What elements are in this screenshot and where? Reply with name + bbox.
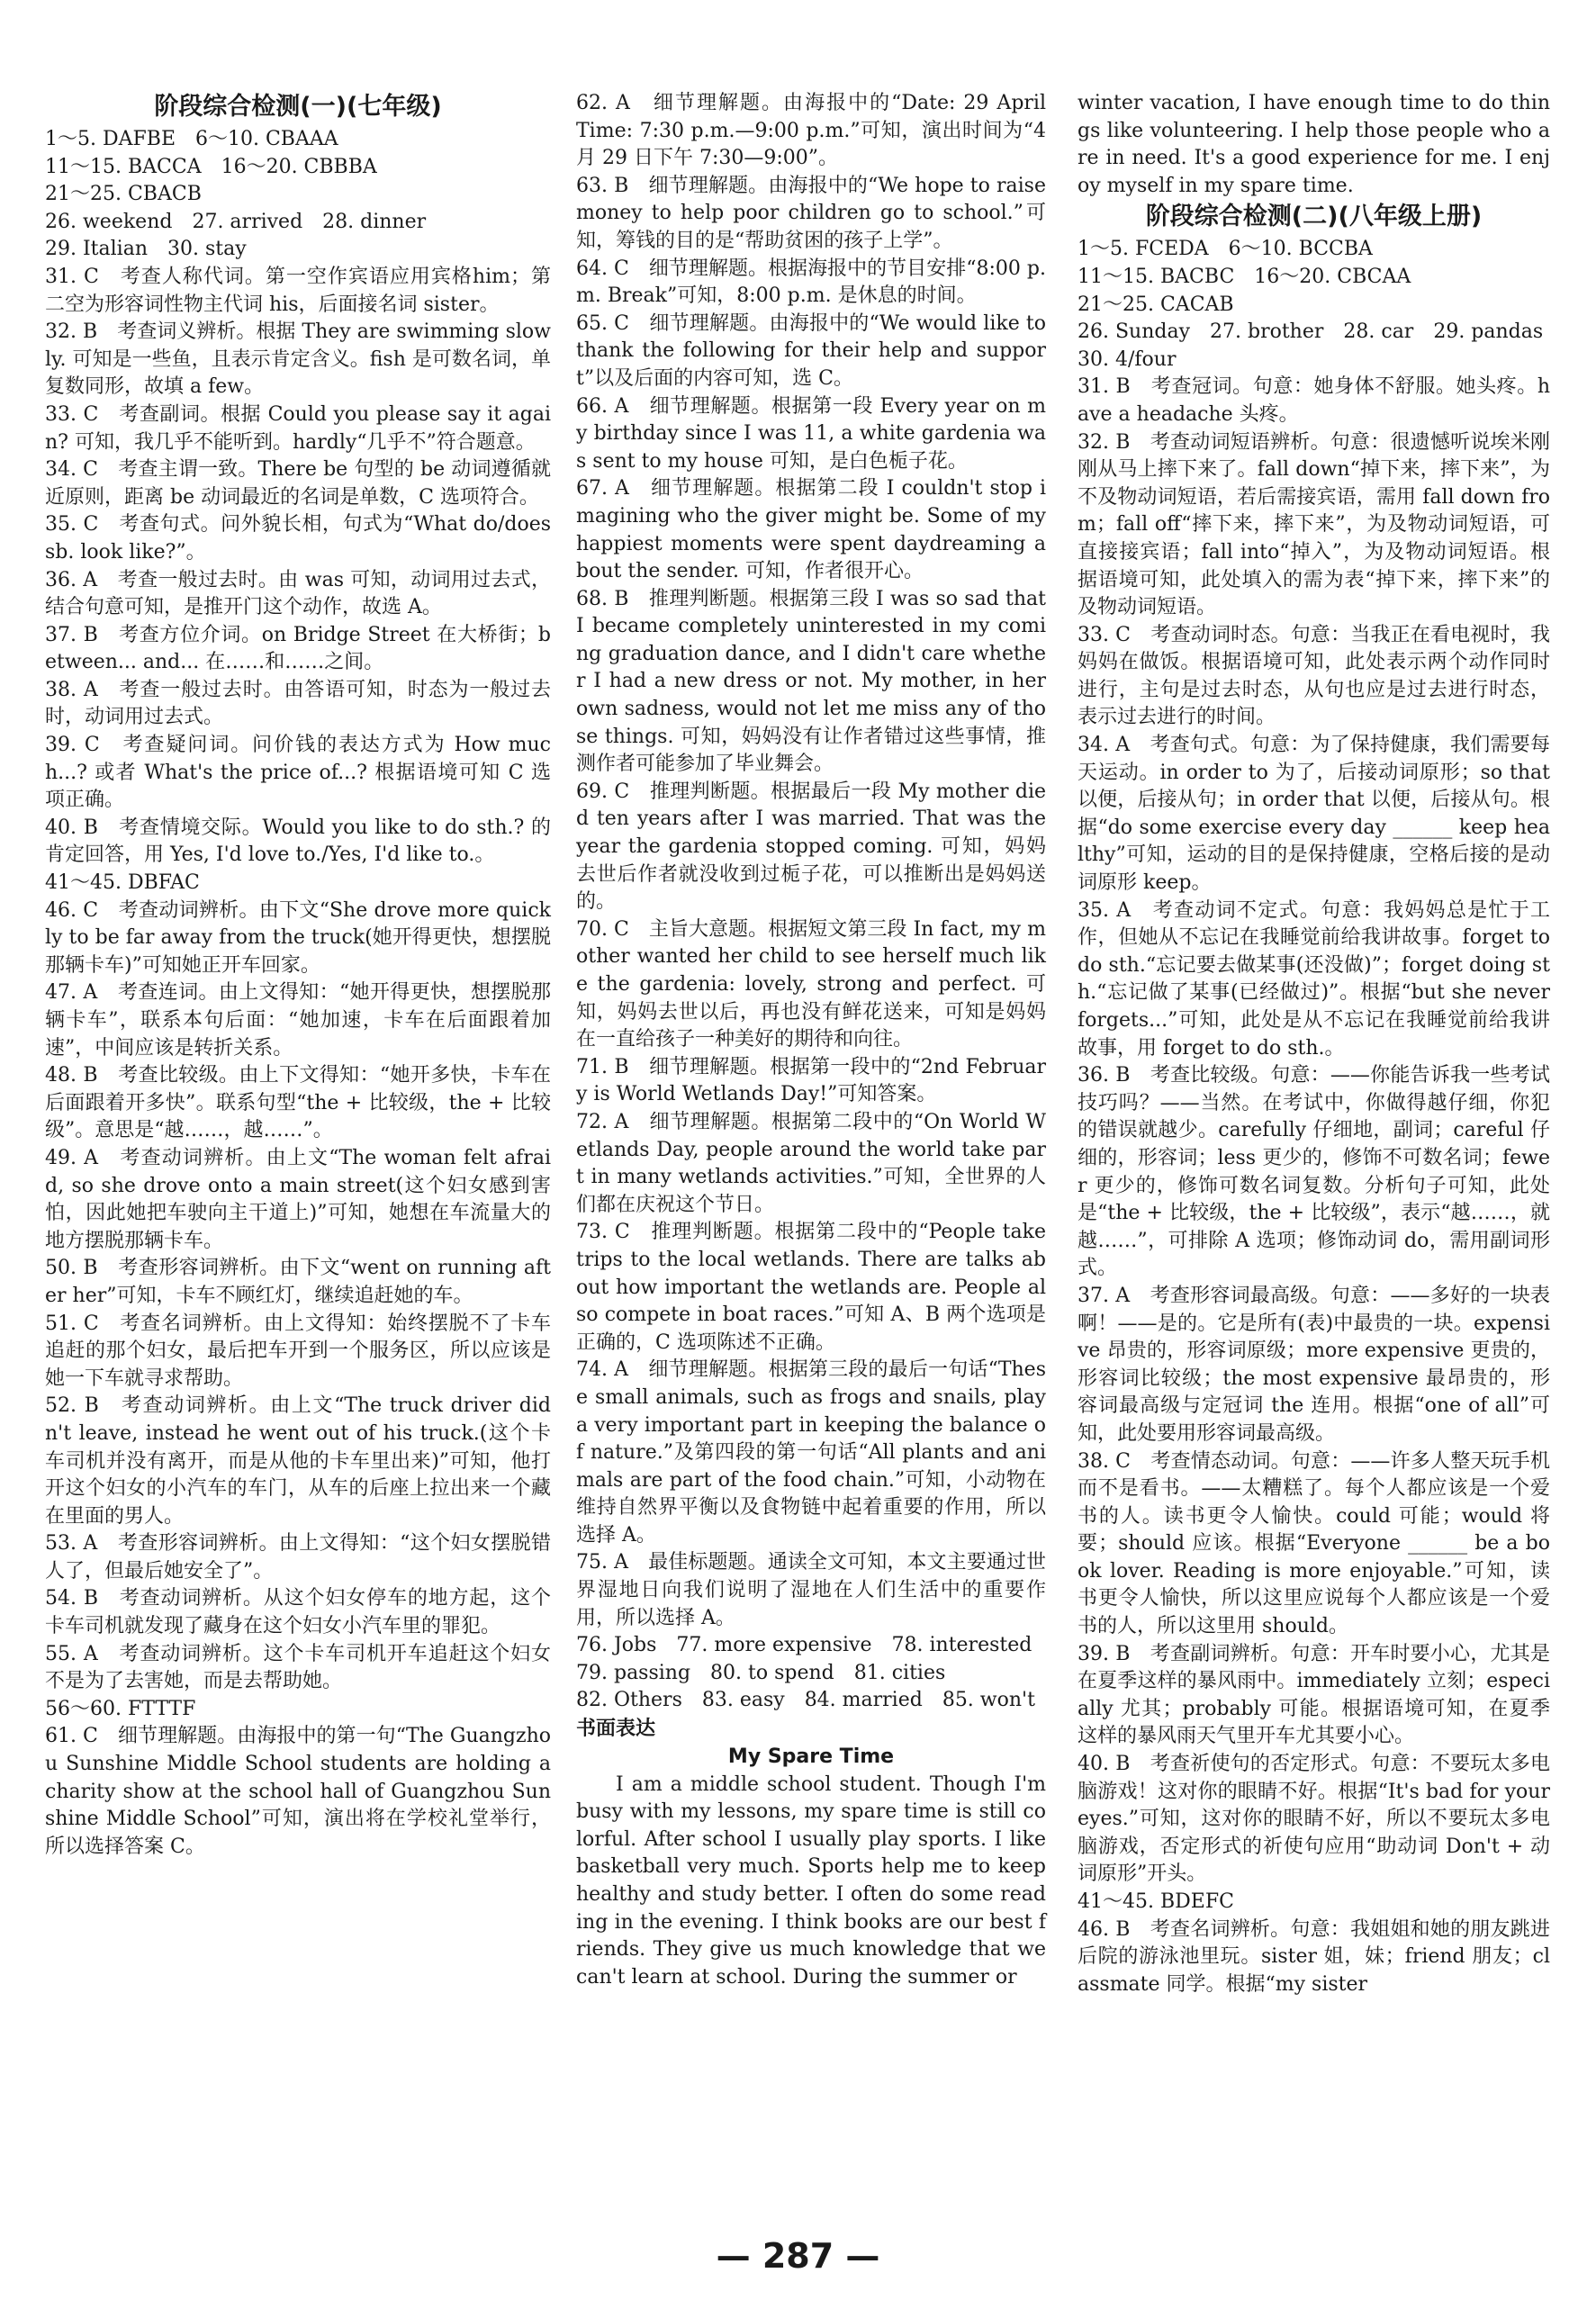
answer-line: 21～25. CBACB: [45, 183, 202, 206]
answer-item: 47. A 考查连词。由上文得知：“她开得更快，想摆脱那辆卡车”，联系本句后面：“她加速，卡车在后面跟着加速”，中间应该是转折关系。: [45, 981, 551, 1060]
answer-line: 76. Jobs 77. more expensive 78. interested: [576, 1634, 1032, 1657]
answer-line: 41～45. BDEFC: [1078, 1890, 1234, 1913]
answer-line: 29. Italian 30. stay: [45, 238, 247, 261]
essay-text: I am a middle school student. Though I'm busy with my lessons, my spare time is still colorful. After school I usually play sports. I like basketball very much. Sports help me to keep healthy and study better. I often do some reading in the evening. I think books are our best friends. They give us much knowledge that we can't learn at school. During the summer or: [576, 1772, 1046, 1989]
answer-lines: [576, 1632, 1046, 1715]
answer-item: 66. A 细节理解题。根据第一段 Every year on my birthday since I was 11, a white gardenia was sent to my house 可知，是白色栀子花。: [576, 394, 1046, 473]
answer-item: 55. A 考查动词辨析。这个卡车司机开车追赶这个妇女不是为了去害她，而是去帮助她。: [45, 1642, 551, 1693]
answer-item: 61. C 细节理解题。由海报中的第一句“The Guangzhou Sunshine Middle School students are holding a charity show at the school hall of Guangzhou Sunshine Middle School”可知，演出将在学校礼堂举行，所以选择答案 C。: [45, 1725, 551, 1858]
answer-item: 37. A 考查形容词最高级。句意：——多好的一块表啊！——是的。它是所有(表)中最贵的一块。expensive 昂贵的，形容词原级；more expensive 更贵的，形容词比较级；the most expensive 最昂贵的，形容词最高级与定冠词 the 连用。根据“one of all”可知，此处要用形容词最高级。: [1078, 1284, 1550, 1445]
answer-items: [1078, 1917, 1550, 1999]
answer-item: 38. C 考查情态动词。句意：——许多人整天玩手机而不是看书。——太糟糕了。每个人都应该是一个爱书的人。读书更令人愉快。could 可能；would 将要；should 应该。根据“Everyone ______ be a book lover. Reading is more enjoyable.”可知，读书更令人愉快，所以这里应说每个人都应该是一个爱书的人，所以这里用 should。: [1078, 1449, 1550, 1638]
answer-item: 46. C 考查动词辨析。由下文“She drove more quickly to be far away from the truck(她开得更快，想摆脱那辆卡车)”可知她正开车回家。: [45, 898, 551, 977]
answer-item: 63. B 细节理解题。由海报中的“We hope to raise money to help poor children go to school.”可知，筹钱的目的是“帮助贫困的孩子上学”。: [576, 174, 1046, 252]
answer-item: 71. B 细节理解题。根据第一段中的“2nd February is World Wetlands Day!”可知答案。: [576, 1055, 1046, 1106]
answer-line: 1～5. FCEDA 6～10. BCCBA: [1078, 238, 1373, 261]
answer-item: 39. C 考查疑问词。问价钱的表达方式为 How much...? 或者 What's the price of...? 根据语境可知 C 选项正确。: [45, 734, 551, 812]
answer-items: [45, 897, 551, 1696]
answer-item: 48. B 考查比较级。由上下文得知：“她开多快，卡车在后面跟着开多快”。联系句型“the + 比较级，the + 比较级”。意思是“越……，越……”。: [45, 1064, 551, 1142]
answer-item: 68. B 推理判断题。根据第三段 I was so sad that I became completely uninterested in my coming graduation dance, and I didn't care whether I had a new dress or not. My mother, in her own sadness, would not let me miss any of those things. 可知，妈妈没有让作者错过这些事情，推测作者可能参加了毕业舞会。: [576, 587, 1046, 776]
answer-item: 62. A 细节理解题。由海报中的“Date: 29 April Time: 7:30 p.m.—9:00 p.m.”可知，演出时间为“4 月 29 日下午 7:30—9:00”。: [576, 92, 1067, 170]
column-right: [1078, 90, 1550, 2205]
answer-line: 30. 4/four: [1078, 347, 1177, 371]
answer-item: 72. A 细节理解题。根据第二段中的“On World Wetlands Day, people around the world take part in many wetlands activities.”可知，全世界的人们都在庆祝这个节日。: [576, 1110, 1046, 1216]
column-middle: [576, 90, 1067, 2205]
answer-line: 79. passing 80. to spend 81. cities: [576, 1661, 946, 1684]
answer-lines: [45, 126, 551, 264]
answer-lines: [1078, 236, 1550, 374]
answer-item: 35. A 考查动词不定式。句意：我妈妈总是忙于工作，但她从不忘记在我睡觉前给我讲故事。forget to do sth.“忘记要去做某事(还没做)”；forget doing sth.“忘记做了某事(已经做过)”。根据“but she never forgets...”可知，此处是从不忘记在我睡觉前给我讲故事，用 forget to do sth.。: [1078, 898, 1550, 1060]
answer-item: 34. A 考查句式。句意：为了保持健康，我们需要每天运动。in order to 为了，后接动词原形；so that 以便，后接从句；in order that 以便，后接从句。根据“do some exercise every day ______ keep healthy”可知，运动的目的是保持健康，空格后接的是动词原形 keep。: [1078, 734, 1550, 895]
answer-items: [1078, 374, 1550, 1889]
answer-item: 40. B 考查祈使句的否定形式。句意：不要玩太多电脑游戏！这对你的眼睛不好。根据“It's bad for your eyes.”可知，这对你的眼睛不好，所以不要玩太多电脑游戏，否定形式的祈使句应用“助动词 Don't + 动词原形”开头。: [1078, 1753, 1550, 1886]
answer-item: 67. A 细节理解题。根据第二段 I couldn't stop imagining who the giver might be. Some of my happiest moments were spent daydreaming about the sender. 可知，作者很开心。: [576, 477, 1046, 583]
answer-item: 54. B 考查动词辨析。从这个妇女停车的地方起，这个卡车司机就发现了藏身在这个妇女小汽车里的罪犯。: [45, 1587, 551, 1638]
answer-item: 53. A 考查形容词辨析。由上文得知：“这个妇女摆脱错人了，但最后她安全了”。: [45, 1532, 551, 1583]
answer-item: 70. C 主旨大意题。根据短文第三段 In fact, my mother wanted her child to see herself much like the gardenia: lovely, strong and perfect. 可知，妈妈去世以后，再也没有鲜花送来，可知是妈妈在一直给孩子一种美好的期待和向往。: [576, 917, 1046, 1051]
answer-item: 52. B 考查动词辨析。由上文“The truck driver didn't leave, instead he went out of his truck.(这个卡车司机并没有离开，而是从他的卡车里出来)”可知，他打开这个妇女的小汽车的车门，从车的后座上拉出来一个藏在里面的男人。: [45, 1394, 551, 1528]
section-title: 阶段综合检测(二)(八年级上册): [1145, 203, 1483, 231]
answer-item: 75. A 最佳标题题。通读全文可知，本文主要通过世界湿地日向我们说明了湿地在人们生活中的重要作用，所以选择 A。: [576, 1551, 1046, 1629]
answer-item: 38. A 考查一般过去时。由答语可知，时态为一般过去时，动词用过去式。: [45, 678, 551, 729]
answer-items: [45, 264, 551, 870]
column-left: [45, 90, 551, 2205]
section-title: 阶段综合检测(一)(七年级): [154, 93, 442, 121]
essay-text: winter vacation, I have enough time to do things like volunteering. I help those people who are in need. It's a good experience for me. I enjoy myself in my spare time.: [1078, 92, 1550, 197]
answer-item: 51. C 考查名词辨析。由上文得知：始终摆脱不了卡车追赶的那个妇女，最后把车开到一个服务区，所以应该是她一下车就寻求帮助。: [45, 1312, 551, 1390]
answer-item: 73. C 推理判断题。根据第二段中的“People take trips to the local wetlands. There are talks about how important the wetlands are. People also compete in boat races.”可知 A、B 两个选项是正确的，C 选项陈述不正确。: [576, 1221, 1046, 1354]
answer-items: [45, 1723, 551, 1861]
answer-item: 40. B 考查情境交际。Would you like to do sth.? 的肯定回答，用 Yes, I'd love to./Yes, I'd like to.。: [45, 816, 551, 867]
answer-item: 50. B 考查形容词辨析。由下文“went on running after her”可知，卡车不顾红灯，继续追赶她的车。: [45, 1257, 551, 1307]
answer-item: 65. C 细节理解题。由海报中的“We would like to thank the following for their help and support”以及后面的内容可知，选 C。: [576, 311, 1046, 390]
answer-item: 69. C 推理判断题。根据最后一段 My mother died ten years after I was married. That was the year the gardenia stopped coming. 可知，妈妈去世后作者就没收到过栀子花，可以推断出是妈妈送的。: [576, 780, 1046, 914]
answer-item: 36. B 考查比较级。句意：——你能告诉我一些考试技巧吗？——当然。在考试中，你做得越仔细，你犯的错误就越少。carefully 仔细地，副词；careful 仔细的，形容词；less 更少的，修饰不可数名词；fewer 更少的，修饰可数名词复数。分析句子可知，此处是“the + 比较级，the + 比较级”，表示“越……，就越……”，可排除 A 选项；修饰动词 do，需用副词形式。: [1078, 1064, 1550, 1280]
answer-line: 41～45. DBFAC: [45, 871, 200, 895]
answer-item: 36. A 考查一般过去时。由 was 可知，动词用过去式，结合句意可知，是推开门这个动作，故选 A。: [45, 568, 551, 619]
answer-line: 11～15. BACCA 16～20. CBBBA: [45, 155, 377, 178]
answer-item: 31. C 考查人称代词。第一空作宾语应用宾格him；第二空为形容词性物主代词 his，后面接名词 sister。: [45, 265, 551, 316]
answer-item: 34. C 考查主谓一致。There be 句型的 be 动词遵循就近原则，距离 be 动词最近的名词是单数，C 选项符合。: [45, 458, 551, 509]
answer-item: 33. C 考查动词时态。句意：当我正在看电视时，我妈妈在做饭。根据语境可知，此处表示两个动作同时进行，主句是过去时态，从句也应是过去进行时态，表示过去进行的时间。: [1078, 623, 1550, 729]
answer-item: 49. A 考查动词辨析。由上文“The woman felt afraid, so she drove onto a main street(这个妇女感到害怕，因此她把车驶向主干道上)”可知，她想在车流量大的地方摆脱那辆卡车。: [45, 1146, 551, 1252]
answer-items: [576, 90, 1067, 1632]
answer-line: 21～25. CACAB: [1078, 293, 1234, 316]
answer-item: 37. B 考查方位介词。on Bridge Street 在大桥街；between... and... 在……和……之间。: [45, 623, 551, 674]
answer-item: 46. B 考查名词辨析。句意：我姐姐和她的朋友跳进后院的游泳池里玩。sister 姐，妹；friend 朋友；classmate 同学。根据“my sister: [1078, 1917, 1550, 1996]
answer-line: 11～15. BACBC 16～20. CBCAA: [1078, 265, 1411, 288]
answer-line: 26. weekend 27. arrived 28. dinner: [45, 210, 427, 233]
answer-item: 33. C 考查副词。根据 Could you please say it again? 可知，我几乎不能听到。hardly“几乎不”符合题意。: [45, 402, 551, 454]
answer-line: 1～5. DAFBE 6～10. CBAAA: [45, 128, 338, 150]
answer-line: 26. Sunday 27. brother 28. car 29. pandas: [1078, 320, 1544, 344]
answer-item: 35. C 考查句式。问外貌长相，句式为“What do/does sb. look like?”。: [45, 513, 551, 564]
answer-item: 64. C 细节理解题。根据海报中的节目安排“8:00 p.m. Break”可知，8:00 p.m. 是休息的时间。: [576, 257, 1046, 308]
answer-line: 82. Others 83. easy 84. married 85. won't: [576, 1689, 1035, 1712]
answer-item: 74. A 细节理解题。根据第三段的最后一句话“These small animals, such as frogs and snails, play a very important part in keeping the balance of nature.”及第四段的第一句话“All plants and animals are part of the food chain.”可知，小动物在维持自然界平衡以及食物链中起着重要的作用，所以选择 A。: [576, 1358, 1046, 1547]
answer-line: 56～60. FTTTF: [45, 1697, 196, 1720]
essay-title: My Spare Time: [727, 1745, 895, 1769]
writing-section-title: 书面表达: [576, 1718, 656, 1741]
answer-item: 32. B 考查词义辨析。根据 They are swimming slowly. 可知是一些鱼，且表示肯定含义。fish 是可数名词，单复数同形，故填 a few。: [45, 320, 551, 399]
answer-item: 31. B 考查冠词。句意：她身体不舒服。她头疼。have a headache 头疼。: [1078, 375, 1550, 426]
answer-item: 32. B 考查动词短语辨析。句意：很遗憾听说埃米刚刚从马上摔下来了。fall down“掉下来，摔下来”，为不及物动词短语，若后需接宾语，需用 fall down from；fall off“摔下来，摔下来”，为及物动词短语，可直接接宾语；fall into“掉入”，为及物动词短语。根据语境可知，此处填入的需为表“掉下来，摔下来”的及物动词短语。: [1078, 430, 1550, 619]
page-number: — 287 —: [716, 2236, 880, 2276]
answer-item: 39. B 考查副词辨析。句意：开车时要小心，尤其是在夏季这样的暴风雨中。immediately 立刻；especially 尤其；probably 可能。根据语境可知，在夏季这样的暴风雨天气里开车尤其要小心。: [1078, 1642, 1550, 1748]
